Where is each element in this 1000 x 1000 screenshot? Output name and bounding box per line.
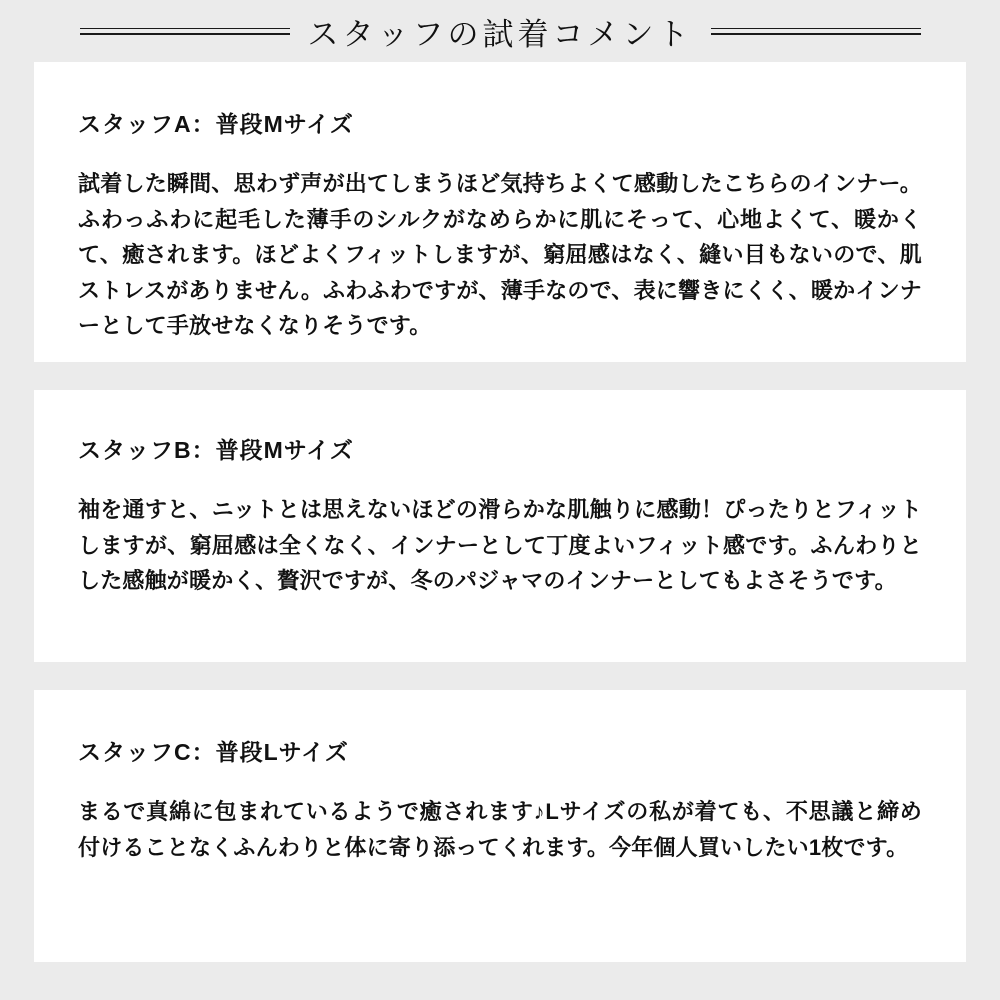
staff-comment-text: 袖を通すと、ニットとは思えないほどの滑らかな肌触りに感動！ぴったりとフィットしますが、窮屈感は全くなく、インナーとして丁度よいフィット感です。ふんわりとした感触が暖かく、贅沢ですが、冬のパジャマのインナーとしてもよさそうです。 [78, 496, 922, 594]
staff-comment-text: まるで真綿に包まれているようで癒されます♪Lサイズの私が着ても、不思議と締め付けることなくふんわりと体に寄り添ってくれます。今年個人買いしたい1枚です。 [78, 798, 922, 860]
staff-label: スタッフA：普段Mサイズ [78, 111, 354, 137]
header-rule-right [711, 28, 921, 35]
staff-label: スタッフB：普段Mサイズ [78, 437, 354, 463]
comment-card [34, 390, 966, 662]
staff-comment-text: 試着した瞬間、思わず声が出てしまうほど気持ちよくて感動したこちらのインナー。ふわっふわに起毛した薄手のシルクがなめらかに肌にそって、心地よくて、暖かくて、癒されます。ほどよくフィットしますが、窮屈感はなく、縫い目もないので、肌ストレスがありません。ふわふわですが、薄手なので、表に響きにくく、暖かインナーとして手放せなくなりそうです。 [78, 170, 922, 339]
comment-card-list [0, 62, 1000, 1000]
header-rule-left [80, 28, 290, 35]
staff-label: スタッフC：普段Lサイズ [78, 739, 349, 765]
comment-card [34, 690, 966, 962]
comment-card [34, 62, 966, 362]
page-title: スタッフの試着コメント [307, 16, 693, 52]
page-header [0, 0, 1000, 62]
